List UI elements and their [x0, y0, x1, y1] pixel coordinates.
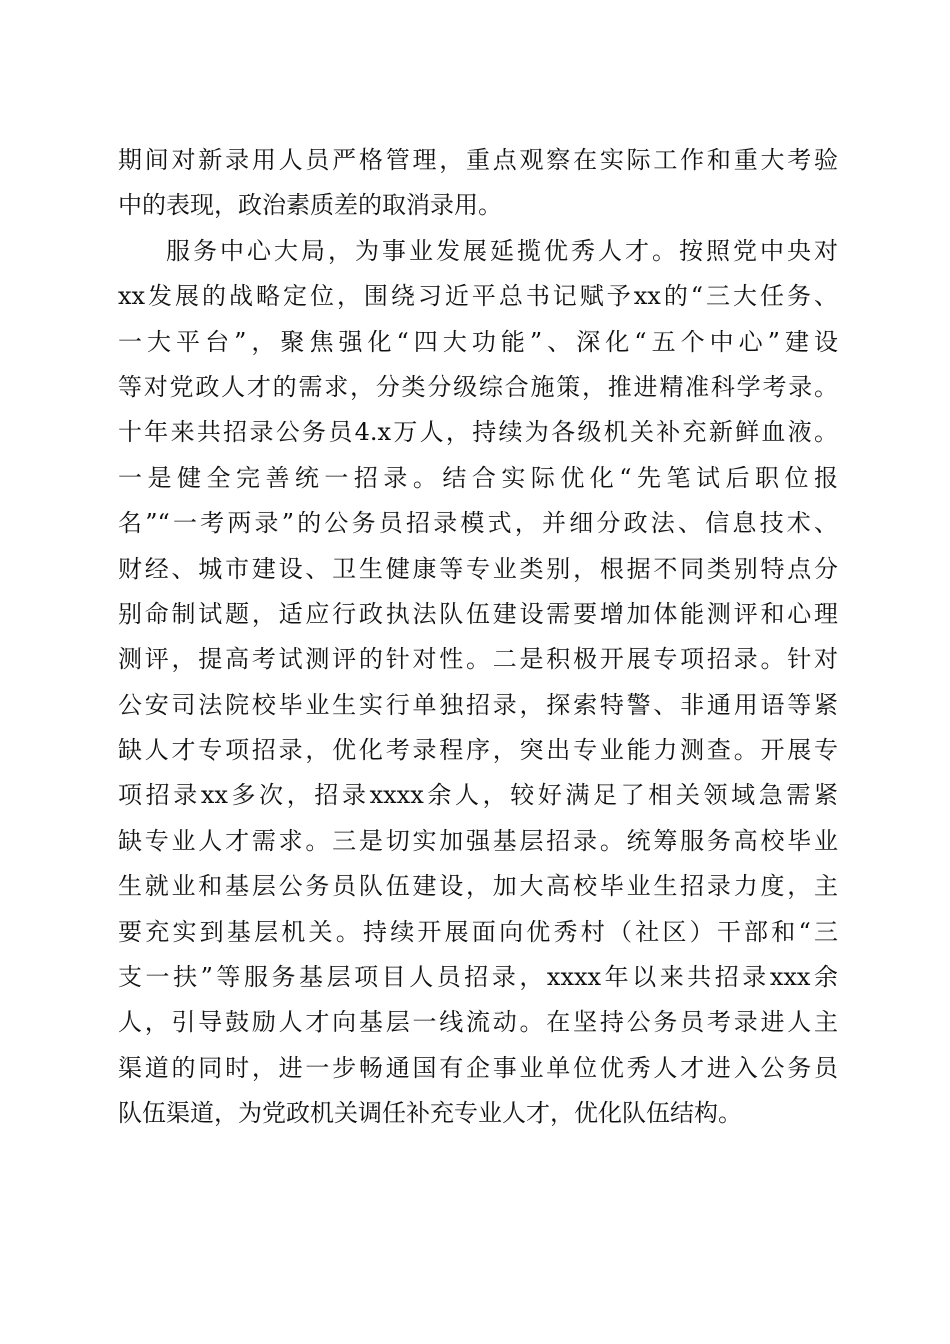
text-line: 队伍渠道，为党政机关调任补充专业人才，优化队伍结构。	[118, 1099, 742, 1128]
text-line: 一大平台”，聚焦强化“四大功能”、深化“五个中心”建设	[118, 327, 838, 356]
text-line: 一是健全完善统一招录。结合实际优化“先笔试后职位报	[118, 463, 838, 492]
text-line: xx发展的战略定位，围绕习近平总书记赋予xx的“三大任务、	[118, 282, 838, 311]
text-line: 支一扶”等服务基层项目人员招录，xxxx年以来共招录xxx余	[118, 963, 838, 992]
text-line: 中的表现，政治素质差的取消录用。	[118, 191, 502, 220]
text-line: 公安司法院校毕业生实行单独招录，探索特警、非通用语等紧	[118, 690, 838, 719]
text-line: 渠道的同时，进一步畅通国有企事业单位优秀人才进入公务员	[118, 1053, 838, 1082]
text-line: 生就业和基层公务员队伍建设，加大高校毕业生招录力度，主	[118, 872, 838, 901]
body-text	[118, 138, 838, 1137]
text-line: 别命制试题，适应行政执法队伍建设需要增加体能测评和心理	[118, 599, 838, 628]
paragraph-first-line: 服务中心大局，为事业发展延揽优秀人才。按照党中央对	[166, 236, 838, 265]
text-line: 项招录xx多次，招录xxxx余人，较好满足了相关领域急需紧	[118, 781, 838, 810]
text-line: 财经、城市建设、卫生健康等专业类别，根据不同类别特点分	[118, 554, 838, 583]
text-line: 缺人才专项招录，优化考录程序，突出专业能力测查。开展专	[118, 736, 838, 765]
text-line: 期间对新录用人员严格管理，重点观察在实际工作和重大考验	[118, 146, 838, 174]
text-line: 十年来共招录公务员4.x万人，持续为各级机关补充新鲜血液。	[118, 418, 838, 447]
text-line: 等对党政人才的需求，分类分级综合施策，推进精准科学考录。	[118, 372, 838, 401]
text-line: 人，引导鼓励人才向基层一线流动。在坚持公务员考录进人主	[118, 1008, 838, 1037]
text-line: 缺专业人才需求。三是切实加强基层招录。统筹服务高校毕业	[118, 826, 838, 855]
text-line: 测评，提高考试测评的针对性。二是积极开展专项招录。针对	[118, 645, 838, 674]
text-line: 名”“一考两录”的公务员招录模式，并细分政法、信息技术、	[118, 509, 838, 538]
text-line: 要充实到基层机关。持续开展面向优秀村（社区）干部和“三	[118, 917, 838, 946]
